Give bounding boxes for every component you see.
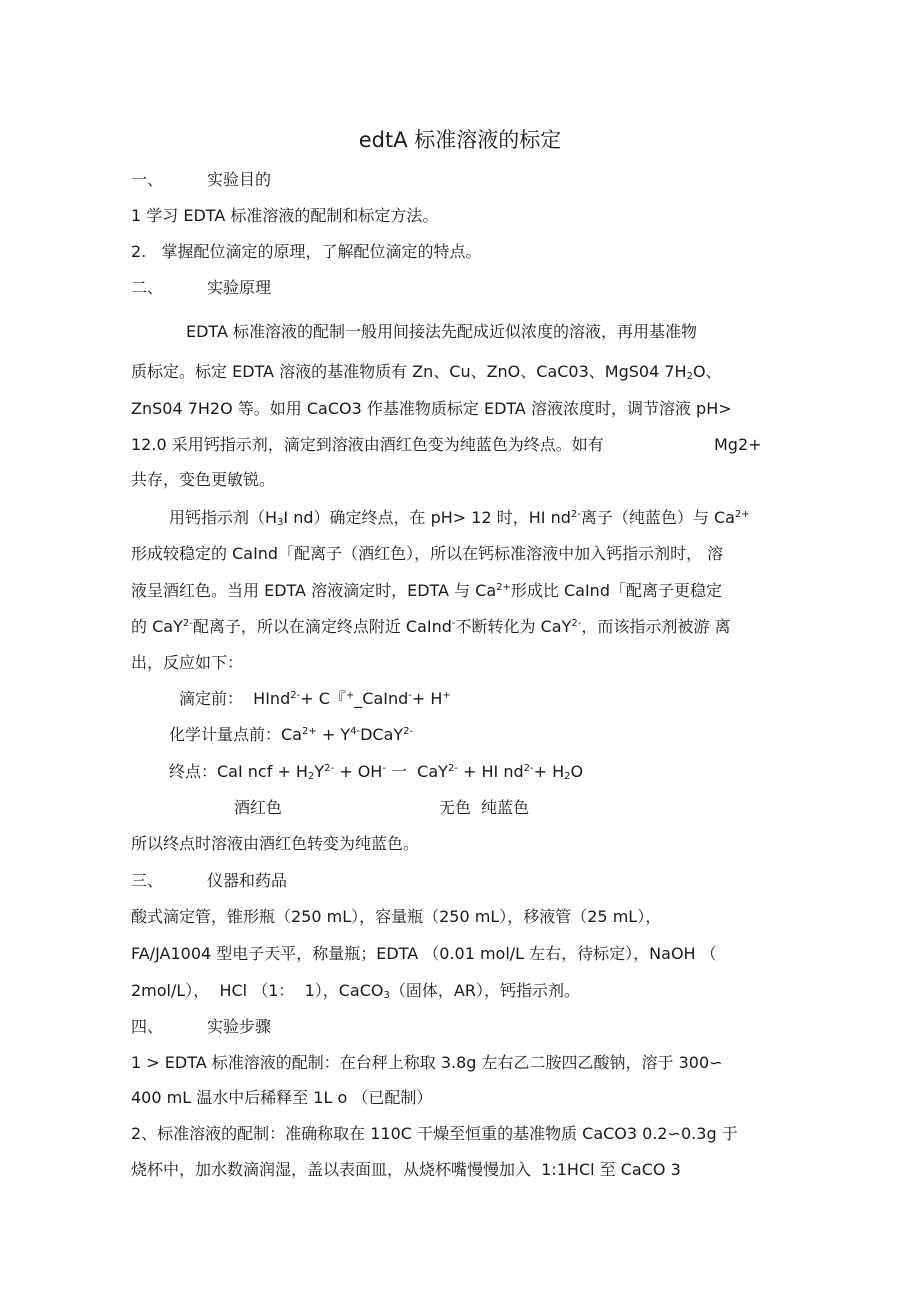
section-number: 三、 xyxy=(131,871,164,890)
section-2-heading xyxy=(131,278,271,298)
principle-p1-line5: 共存，变色更敏锐。 xyxy=(131,470,276,489)
principle-p1-line2: 质标定。标定 EDTA 溶液的基准物质有 Zn、Cu、ZnO、CaC03、MgS04 $7H_2O$、 xyxy=(131,362,722,382)
step2-line1: 2、标准溶液的配制：准确称取在 110C 干燥至恒重的基准物质 CaCO3 0.2∽0.3g 于 xyxy=(131,1124,738,1143)
step1-line1: 1 > EDTA 标准溶液的配制：在台秤上称取 3.8g 左右乙二胺四乙酸钠，溶于 300∽ xyxy=(131,1053,723,1072)
step2-line2: 烧杯中，加水数滴润湿，盖以表面皿，从烧杯嘴慢慢加入 1:1HCl 至 CaCO 3 xyxy=(131,1160,681,1179)
section-number: 二、 xyxy=(131,278,164,297)
doc-title: edtA 标准溶液的标定 xyxy=(358,128,562,152)
principle-p1-mg: Mg2+ xyxy=(714,435,762,454)
equation-end-point: 终点：CaI ncf + $H_2Y^{2-} + OH^-$ 一 CaY$^{2-}$ + HI $nd^{2-}+ H_2O$ xyxy=(169,762,584,782)
color-label-colorless-blue: 无色 纯蓝色 xyxy=(439,798,530,817)
section-title: 仪器和药品 xyxy=(207,871,288,890)
materials-line1: 酸式滴定管，锥形瓶（250 mL），容量瓶（250 mL），移液管（25 mL）， xyxy=(131,907,662,926)
section-4-heading xyxy=(131,1017,271,1037)
principle-p2-line2: 形成较稳定的 CaInd「配离子（酒红色），所以在钙标准溶液中加入钙指示剂时， 溶 xyxy=(131,544,724,563)
color-label-wine-red: 酒红色 xyxy=(234,798,283,817)
section-title: 实验步骤 xyxy=(207,1017,272,1036)
equation-before-titration: 滴定前： HInd$^{2-}$+ C『+_CaInd-+ H+ xyxy=(179,689,451,708)
materials-line3: 2mol/L）， HCl （1： 1），CaCO$_3$（固体，AR），钙指示剂。 xyxy=(131,981,580,1001)
step1-line2: 400 mL 温水中后稀释至 1L o （已配制） xyxy=(131,1088,433,1107)
principle-p1-line3: ZnS04 7H2O 等。如用 CaCO3 作基准物质标定 EDTA 溶液浓度时，调节溶液 pH> xyxy=(131,399,732,418)
materials-line2: FA/JA1004 型电子天平，称量瓶；EDTA （0.01 mol/L 左右，待标定），NaOH （ xyxy=(131,944,717,963)
objective-1: 1 学习 EDTA 标准溶液的配制和标定方法。 xyxy=(131,206,439,225)
principle-p2-line4: 的 CaY$^{2-}$配离子，所以在滴定终点附近 CaInd-不断转化为 CaY$^{2-}$，而该指示剂被游 离 xyxy=(131,617,731,636)
principle-p1-line1: EDTA 标准溶液的配制一般用间接法先配成近似浓度的溶液，再用基准物 xyxy=(186,322,697,341)
conclusion-line: 所以终点时溶液由酒红色转变为纯蓝色。 xyxy=(131,834,420,853)
principle-p2-line5: 出，反应如下： xyxy=(131,653,244,672)
principle-p1-line4: 12.0 采用钙指示剂，滴定到溶液由酒红色变为纯蓝色为终点。如有 xyxy=(131,435,604,454)
section-title: 实验原理 xyxy=(207,278,272,297)
section-3-heading xyxy=(131,871,287,891)
principle-p2-line1: 用钙指示剂（$H_3I$ nd）确定终点，在 pH> 12 时，HI $nd^{2-}$离子（纯蓝色）与 $Ca^{2+}$ xyxy=(169,508,750,528)
section-number: 一、 xyxy=(131,170,164,189)
objective-2: 2. 掌握配位滴定的原理，了解配位滴定的特点。 xyxy=(131,242,482,261)
equation-before-stoichiometric-point: 化学计量点前：$Ca^{2+}$ + $Y^{4-}DCaY^{2-}$ xyxy=(169,725,414,744)
section-number: 四、 xyxy=(131,1017,164,1036)
principle-p2-line3: 液呈酒红色。当用 EDTA 溶液滴定时，EDTA 与 $Ca^{2+}$形成比 CaInd「配离子更稳定 xyxy=(131,581,722,600)
section-1-heading xyxy=(131,170,271,190)
section-title: 实验目的 xyxy=(207,170,272,189)
